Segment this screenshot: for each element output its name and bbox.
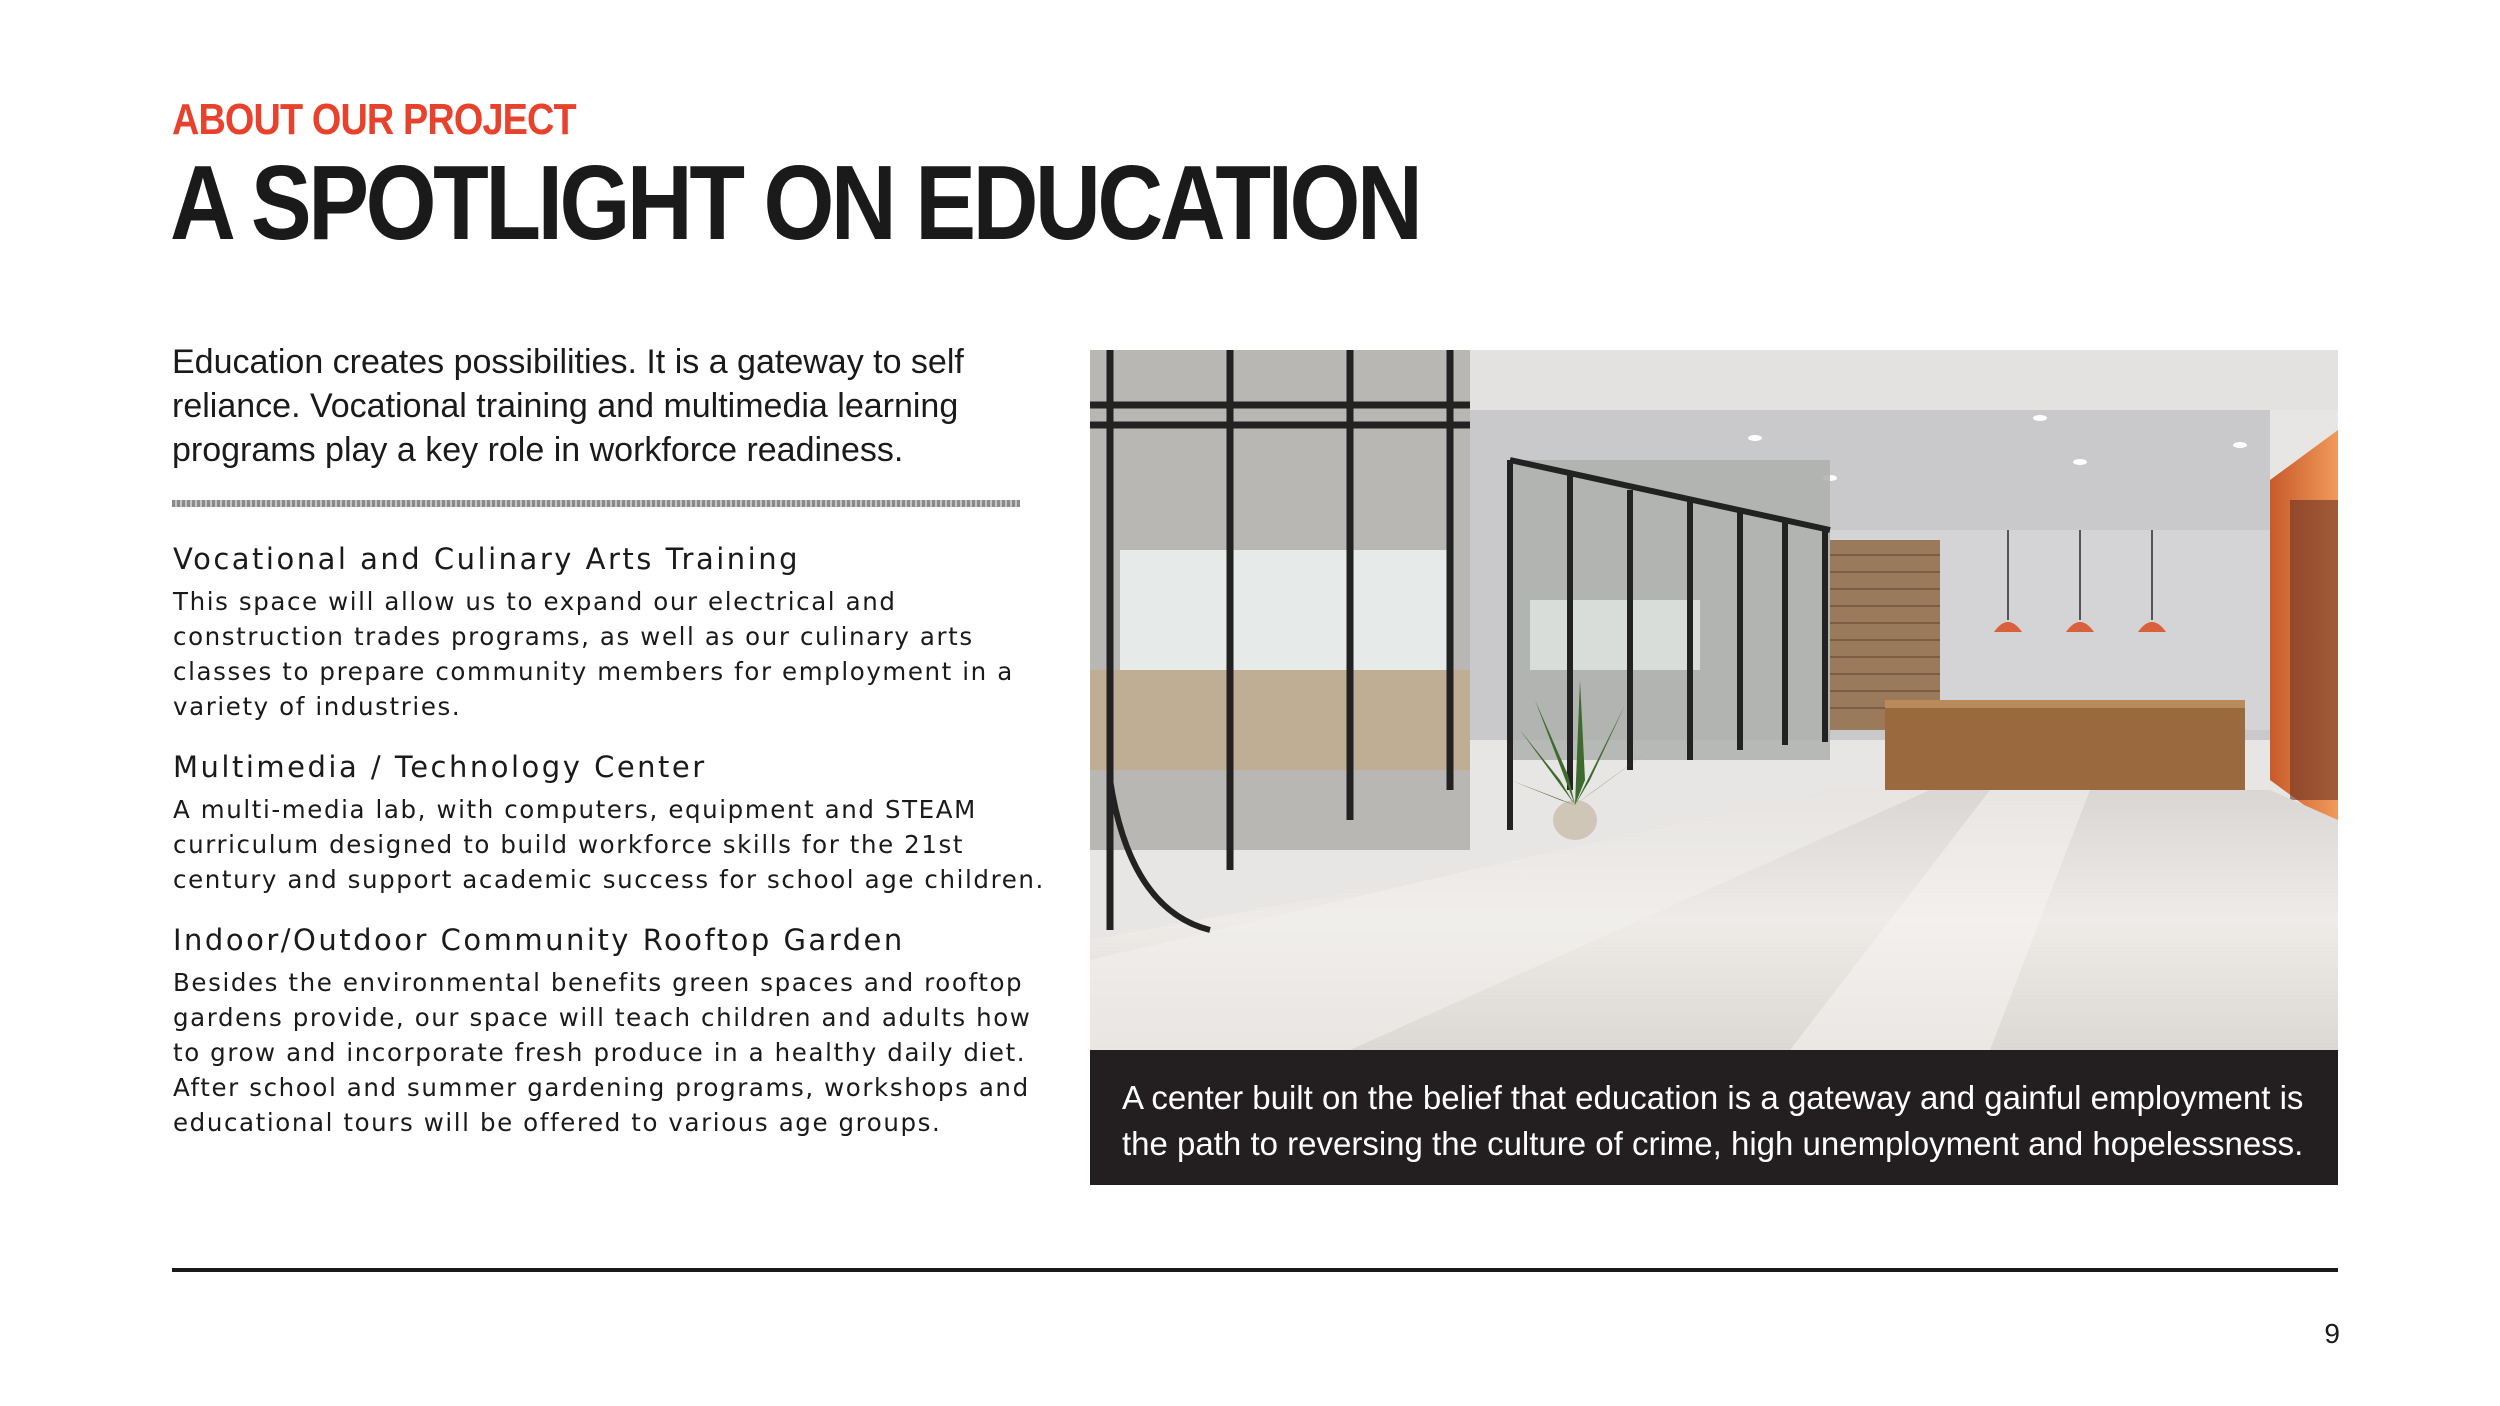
intro-divider — [172, 500, 1020, 507]
interior-rendering-illustration — [1090, 350, 2338, 1050]
page-number: 9 — [2324, 1318, 2340, 1349]
feature-rooftop-garden — [173, 921, 1053, 1140]
page-title: A SPOTLIGHT ON EDUCATION — [170, 144, 1420, 262]
feature-vocational — [173, 540, 1053, 724]
feature-body: This space will allow us to expand our electrical and construction trades programs, as well as our culinary arts classes to prepare community members for employment in a variety of industries. — [173, 587, 1014, 721]
feature-body: A multi-media lab, with computers, equipment and STEAM curriculum designed to build workforce skills for the 21st century and support academic success for school age children. — [173, 795, 1045, 894]
feature-title: Vocational and Culinary Arts Training — [173, 542, 801, 576]
photo-caption-box — [1090, 1050, 2338, 1185]
feature-multimedia — [173, 748, 1053, 897]
feature-body: Besides the environmental benefits green spaces and rooftop gardens provide, our space will teach children and adults how to grow and incorporate fresh produce in a healthy daily diet. After school and summer gardening programs, workshops and educational tours will be offered to various age groups. — [173, 968, 1032, 1137]
interior-rendering-photo — [1090, 350, 2338, 1050]
feature-title: Indoor/Outdoor Community Rooftop Garden — [173, 923, 905, 957]
feature-title: Multimedia / Technology Center — [173, 750, 707, 784]
intro-paragraph: Education creates possibilities. It is a gateway to self reliance. Vocational training and multimedia learning programs play a key role in workforce readiness. — [172, 343, 964, 469]
eyebrow-heading: ABOUT OUR PROJECT — [172, 95, 576, 144]
photo-caption: A center built on the belief that education is a gateway and gainful employment is the path to reversing the culture of crime, high unemployment and hopelessness. — [1122, 1079, 2304, 1162]
footer-divider — [172, 1268, 2338, 1272]
feature-list — [173, 540, 1053, 1164]
